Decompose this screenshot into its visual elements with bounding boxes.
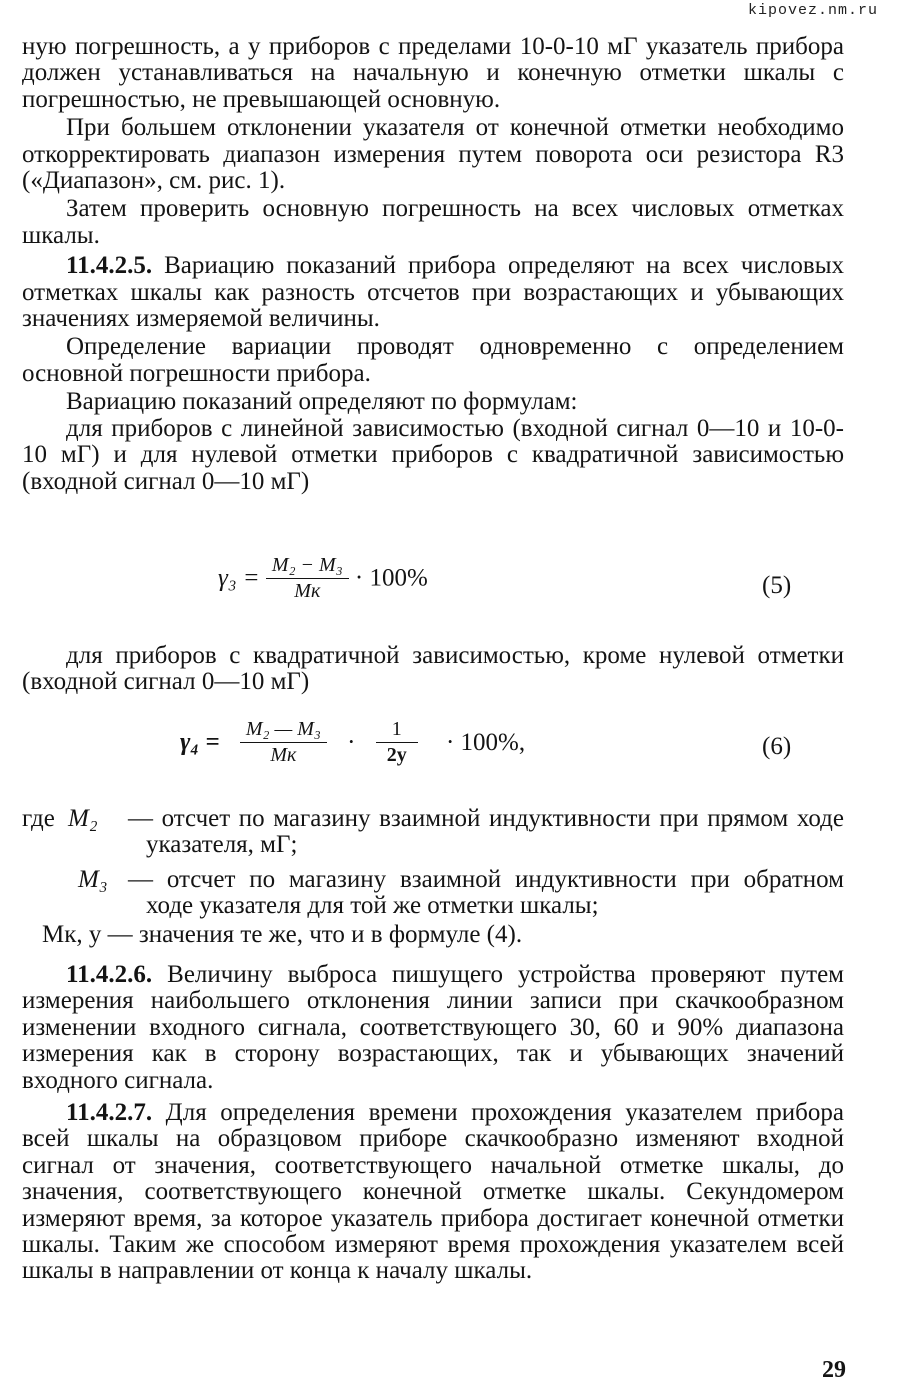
section-number: 11.4.2.5. — [66, 252, 153, 280]
definition-m2 — [22, 806, 844, 859]
section-text: Для определения времени прохождения указателем прибора всей шкалы на образцовом приборе скачкообразно изменяют входной сигнал от значения, соответствующего начальной отметке шкалы, до значения, соответствующего конечной отметке шкалы. Секундомером измеряют время, за которое указатель прибора достигает конечной отметки шкалы. Таким же способом измеряют время прохождения указателем всей шкалы в направлении от конца к началу шкалы. — [22, 1099, 844, 1285]
section-number: 11.4.2.7. — [66, 1099, 153, 1127]
paragraph-continuation: ную погрешность, а у приборов с пределами 10-0-10 мГ указатель прибора должен устанавливаться на начальную и конечную отметки шкалы с погрешностью, не превышающей основную. — [22, 33, 844, 113]
paragraph-quadratic-devices: для приборов с квадратичной зависимостью, кроме нулевой отметки (входной сигнал 0—10 мГ) — [22, 642, 844, 696]
formula-6-denominator-1: Mк — [270, 744, 297, 766]
formula-6-fraction-1 — [240, 718, 327, 767]
text-block-quadratic — [22, 643, 844, 696]
equation-number-5: (5) — [762, 572, 792, 599]
definitions-block — [22, 806, 844, 948]
definition-m3-symbol: M₃ — [78, 865, 108, 893]
formula-5-denominator: Mк — [294, 580, 321, 602]
definition-m2-text: — отсчет по магазину взаимной индуктивности при прямом ходе указателя, мГ; — [128, 805, 844, 859]
formula-5-lhs: γ₃ = — [218, 564, 260, 592]
section-11-4-2-6 — [22, 962, 844, 1094]
formula-5-numerator: M₂ − M₃ — [266, 554, 349, 579]
paragraph-variation-determination: Определение вариации проводят одновременно с определением основной погрешности прибора. — [22, 333, 844, 387]
formula-6-denominator-2: 2y — [386, 744, 407, 766]
definition-m3-text: — отсчет по магазину взаимной индуктивности при обратном ходе указателя для той же отметки шкалы; — [128, 865, 844, 920]
definition-m3 — [22, 867, 844, 920]
formula-5-tail: · 100% — [354, 564, 428, 592]
section-text: Вариацию показаний прибора определяют на всех числовых отметках шкалы как разность отсчетов при возрастающих и убывающих значениях измеряемой величины. — [22, 252, 844, 333]
section-11-4-2-5 — [22, 253, 844, 332]
where-label: где — [22, 805, 55, 832]
formula-6-lhs: γ₄ = — [180, 728, 220, 756]
formula-6-dot: · — [347, 728, 356, 756]
formula-6-fraction-2 — [376, 718, 418, 767]
formula-6-numerator-2: 1 — [376, 718, 418, 743]
page-number: 29 — [822, 1357, 846, 1383]
formula-6-numerator-1: M₂ — M₃ — [240, 718, 327, 743]
watermark: kipovez.nm.ru — [747, 2, 878, 19]
paragraph-check-error: Затем проверить основную погрешность на всех числовых отметках шкалы. — [22, 195, 844, 249]
equation-number-6: (6) — [762, 733, 792, 760]
definition-m2-symbol: M₂ — [68, 805, 98, 832]
text-block-top — [22, 34, 844, 495]
paragraph-range-correction: При большем отклонении указателя от конечной отметки необходимо откорректировать диапазон измерения путем поворота оси резистора R3 («Диапазон», см. рис. 1). — [22, 114, 844, 195]
section-number: 11.4.2.6. — [66, 961, 153, 988]
section-text: Величину выброса пишущего устройства проверяют путем измерения наибольшего отклонения линии записи при скачкообразном изменении входного сигнала, соответствующего 30, 60 и 90% диапазона измерения как в сторону возрастающих, так и убывающих значений входного сигнала. — [22, 961, 844, 1094]
paragraph-linear-devices: для приборов с линейной зависимостью (входной сигнал 0—10 и 10-0-10 мГ) и для нулевой отметки приборов с квадратичной зависимостью (входной сигнал 0—10 мГ) — [22, 414, 844, 495]
formula-5 — [218, 554, 428, 603]
formula-6 — [180, 718, 525, 767]
definition-mk: Mк, y — значения те же, что и в формуле (4). — [42, 920, 523, 948]
paragraph-formulas-intro: Вариацию показаний определяют по формулам: — [66, 388, 578, 416]
section-11-4-2-7 — [22, 1100, 844, 1285]
text-block-bottom — [22, 962, 844, 1285]
formula-5-fraction — [266, 554, 349, 603]
formula-6-tail: · 100%, — [445, 728, 526, 756]
